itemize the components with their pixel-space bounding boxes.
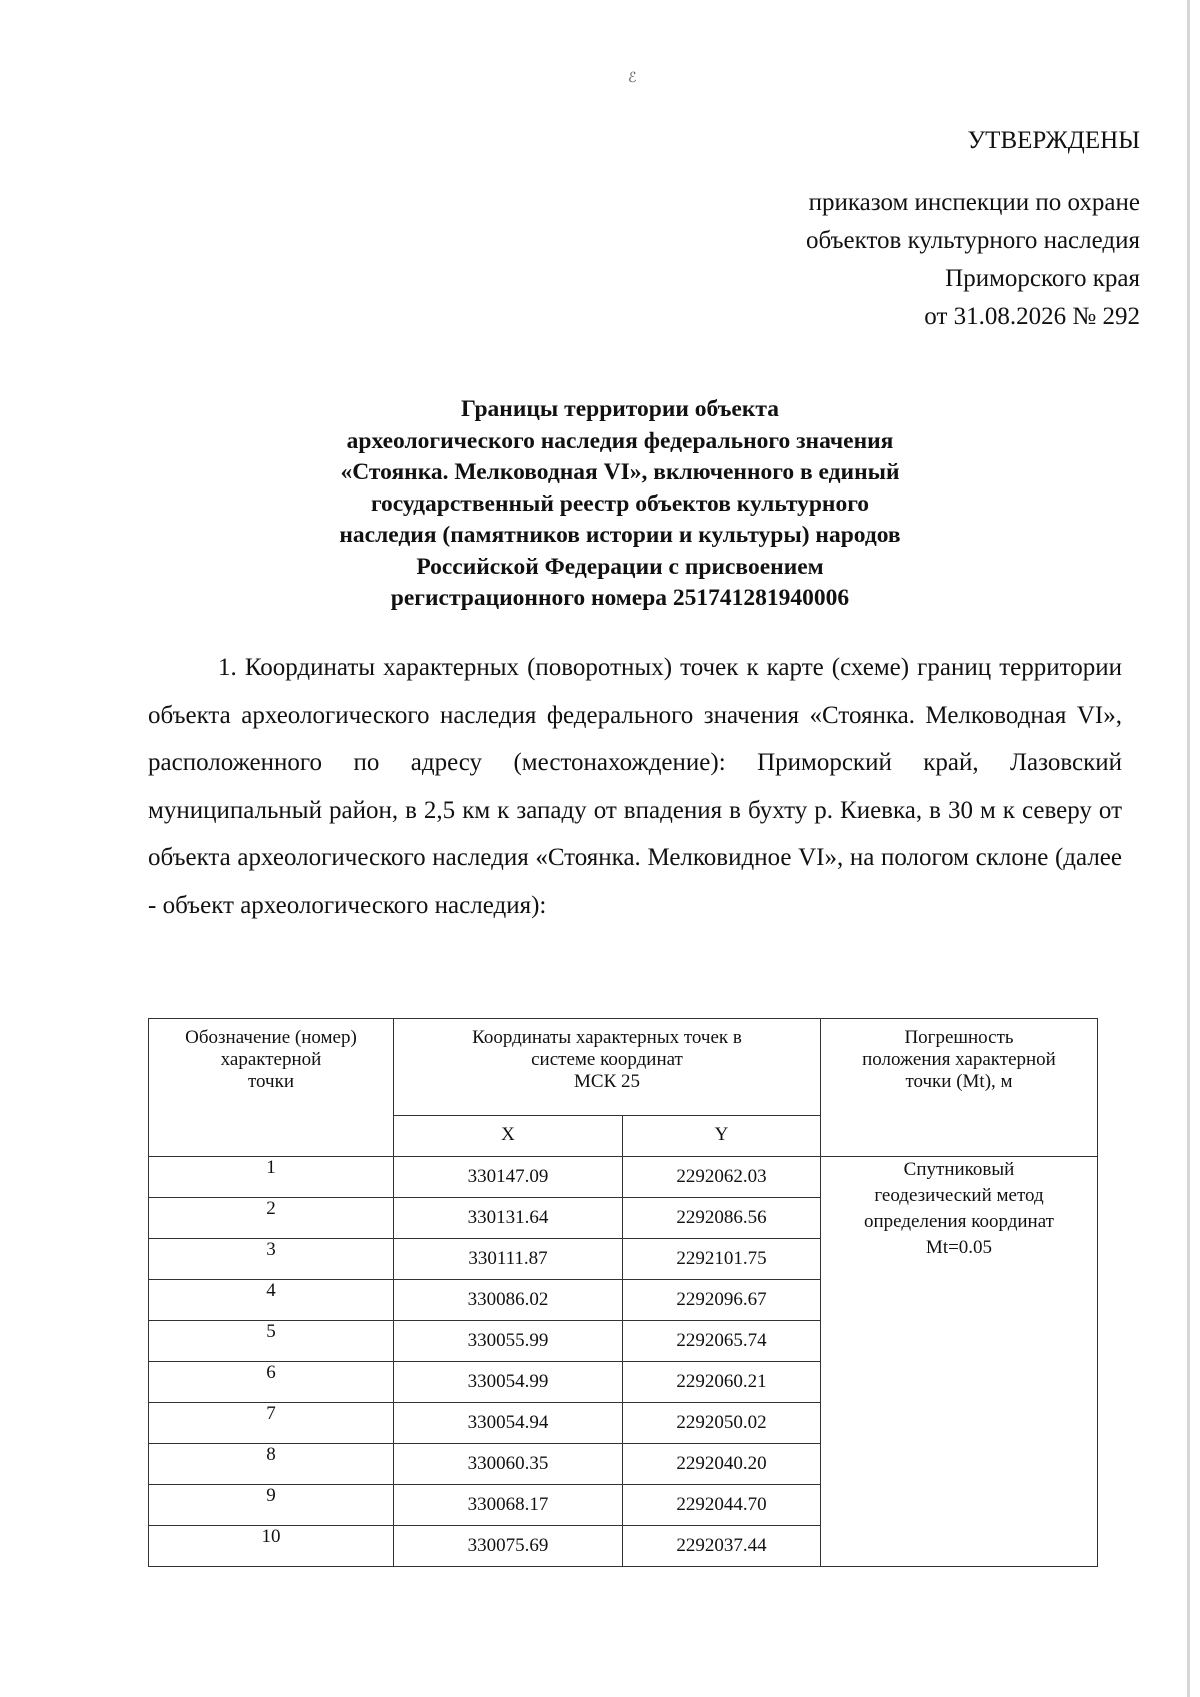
header-text: МСК 25 xyxy=(574,1071,640,1092)
coord-y: 2292096.67 xyxy=(623,1280,821,1321)
table-row xyxy=(149,1157,1098,1198)
coord-y: 2292086.56 xyxy=(623,1198,821,1239)
coord-x: 330055.99 xyxy=(394,1321,623,1362)
coord-y: 2292037.44 xyxy=(623,1526,821,1567)
coord-x: 330068.17 xyxy=(394,1485,623,1526)
header-text: Координаты характерных точек в xyxy=(472,1027,742,1048)
point-number: 6 xyxy=(149,1362,394,1403)
coord-x: 330086.02 xyxy=(394,1280,623,1321)
title-line: наследия (памятников истории и культуры) народов xyxy=(339,522,901,548)
header-text: системе координат xyxy=(531,1049,683,1070)
point-number: 3 xyxy=(149,1239,394,1280)
coord-x: 330060.35 xyxy=(394,1444,623,1485)
approval-line: от 31.08.2026 № 292 xyxy=(924,303,1140,330)
note-line: определения координат xyxy=(864,1211,1054,1232)
header-text: точки (Mt), м xyxy=(905,1071,1013,1092)
coord-y: 2292101.75 xyxy=(623,1239,821,1280)
approval-line: приказом инспекции по охране xyxy=(808,189,1140,216)
header-text: Погрешность xyxy=(904,1027,1014,1048)
coord-y: 2292060.21 xyxy=(623,1362,821,1403)
header-x: X xyxy=(394,1116,623,1157)
coord-x: 330054.99 xyxy=(394,1362,623,1403)
point-number: 5 xyxy=(149,1321,394,1362)
note-line: Mt=0.05 xyxy=(925,1237,993,1258)
coord-y: 2292050.02 xyxy=(623,1403,821,1444)
body-paragraph: 1. Координаты характерных (поворотных) точек к карте (схеме) границ территории объекта археологического наследия федерального значения «Стоянка. Мелководная VI», расположенного по адресу (местонахождение): Приморский край, Лазовский муниципальный район, в 2,5 км к западу от впадения в бухту р. Киевка, в 30 м к северу от объекта археологического наследия «Стоянка. Мелковидное VI», на пологом склоне (далее - объект археологического наследия): xyxy=(148,654,1122,919)
title-line: археологического наследия федерального значения xyxy=(346,427,894,454)
coord-y: 2292065.74 xyxy=(623,1321,821,1362)
coord-x: 330147.09 xyxy=(394,1157,623,1198)
note-line: Спутниковый xyxy=(903,1159,1015,1180)
coord-x: 330075.69 xyxy=(394,1526,623,1567)
point-number: 8 xyxy=(149,1444,394,1485)
coord-x: 330131.64 xyxy=(394,1198,623,1239)
point-number: 7 xyxy=(149,1403,394,1444)
point-number: 2 xyxy=(149,1198,394,1239)
approval-block xyxy=(806,122,1140,336)
document-title xyxy=(240,394,1000,615)
approval-line: объектов культурного наследия xyxy=(806,227,1140,254)
title-line: Границы территории объекта xyxy=(461,396,779,422)
approval-line: Приморского края xyxy=(945,265,1140,292)
header-point-number xyxy=(149,1019,394,1157)
header-text: точки xyxy=(247,1071,294,1092)
coord-y: 2292040.20 xyxy=(623,1444,821,1485)
header-text: Обозначение (номер) xyxy=(185,1027,357,1048)
header-text: характерной xyxy=(220,1049,322,1070)
point-number: 10 xyxy=(149,1526,394,1567)
page-edge-shadow xyxy=(1187,0,1190,1697)
point-number: 1 xyxy=(149,1157,394,1198)
note-line: геодезический метод xyxy=(874,1185,1044,1206)
coordinates-table xyxy=(148,1018,1098,1567)
coord-y: 2292062.03 xyxy=(623,1157,821,1198)
coord-y: 2292044.70 xyxy=(623,1485,821,1526)
coord-x: 330054.94 xyxy=(394,1403,623,1444)
point-number: 9 xyxy=(149,1485,394,1526)
top-mark: ℰ xyxy=(628,71,637,86)
header-text: положения характерной xyxy=(862,1049,1056,1070)
coord-x: 330111.87 xyxy=(394,1239,623,1280)
title-line: регистрационного номера 251741281940006 xyxy=(390,585,850,611)
header-y: Y xyxy=(623,1116,821,1157)
point-number: 4 xyxy=(149,1280,394,1321)
title-line: государственный реестр объектов культурного xyxy=(370,490,870,517)
header-coordinates xyxy=(394,1019,821,1116)
approval-heading: УТВЕРЖДЕНЫ xyxy=(967,127,1140,154)
accuracy-note xyxy=(821,1157,1098,1567)
title-line: «Стоянка. Мелководная VI», включенного в единый xyxy=(340,459,900,485)
title-line: Российской Федерации с присвоением xyxy=(416,553,824,580)
header-accuracy xyxy=(821,1019,1098,1157)
